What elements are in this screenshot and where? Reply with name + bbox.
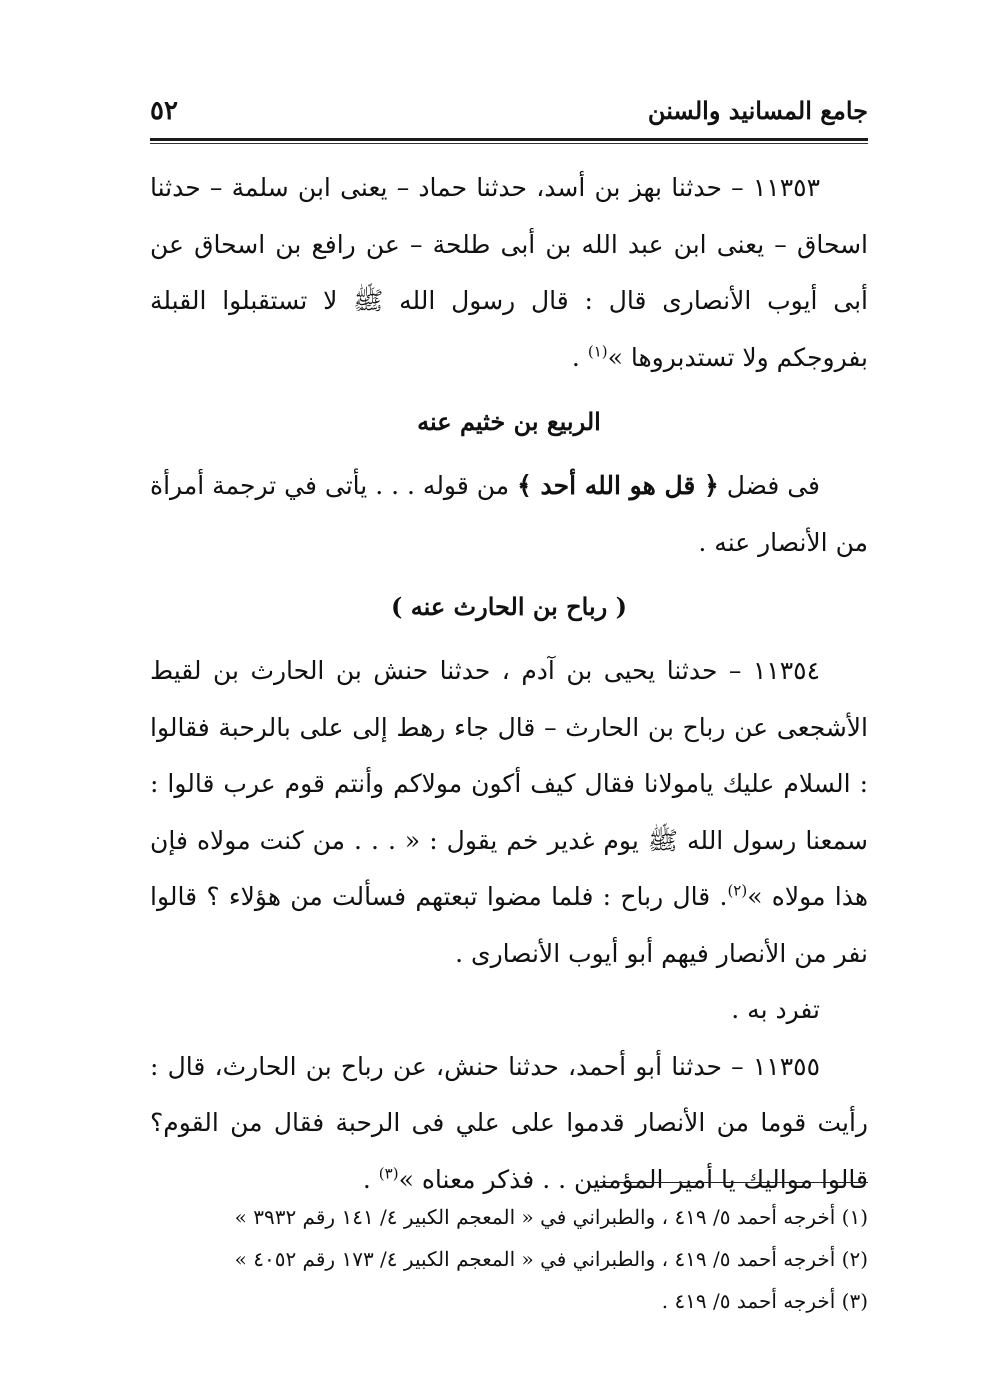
page-header — [150, 90, 868, 130]
hadith-paragraph — [150, 643, 868, 982]
footnote: (١) أخرجه أحمد ٥/ ٤١٩ ، والطبراني في « المعجم الكبير ٤/ ١٤١ رقم ٣٩٣٢ » — [234, 1205, 868, 1229]
header-rule — [150, 138, 868, 141]
cross-reference-paragraph — [150, 458, 868, 571]
footnote-marker: (١) — [587, 342, 608, 361]
footnote-rule — [600, 1182, 868, 1183]
page-number: ٥٢ — [150, 96, 178, 126]
hadith-text: ١١٣٥٥ – حدثنا أبو أحمد، حدثنا حنش، عن رباح بن الحارث، قال : رأيت قوما من الأنصار قدموا على علي فى الرحبة فقال من القوم؟ قالوا مواليك يا أمير المؤمنين . . فذكر معناه » — [150, 1051, 868, 1194]
hadith-paragraph — [150, 160, 868, 386]
header-rule-thin — [150, 143, 868, 144]
main-text — [150, 160, 868, 1208]
fadl-pre: فى فضل — [718, 471, 821, 500]
hadith-rest: . قال رباح : فلما مضوا تبعتهم فسألت من هؤلاء ؟ قالوا نفر من الأنصار فيهم أبو أيوب الأنصارى . — [150, 882, 868, 968]
book-title: جامع المسانيد والسنن — [647, 96, 868, 125]
section-heading: الربيع بن خثيم عنه — [417, 407, 601, 436]
hadith-text: ١١٣٥٣ – حدثنا بهز بن أسد، حدثنا حماد – يعنى ابن سلمة – حدثنا اسحاق – يعنى ابن عبد الله بن أبى طلحة – عن رافع بن اسحاق عن أبى أيوب الأنصارى قال : قال رسول الله ﷺ لا تستقبلوا القبلة بفروجكم ولا تستدبروها » — [150, 173, 869, 372]
footnotes — [150, 1196, 868, 1322]
footnote-marker: (٣) — [378, 1164, 399, 1183]
footnote: (٣) أخرجه أحمد ٥/ ٤١٩ . — [661, 1289, 868, 1313]
tafarrad-note: تفرد به . — [731, 995, 820, 1024]
section-heading: ( رباح بن الحارث عنه ) — [391, 592, 627, 621]
hadith-text: ١١٣٥٤ – حدثنا يحيى بن آدم ، حدثنا حنش بن الحارث بن لقيط الأشجعى عن رباح بن الحارث – قال جاء رهط إلى على بالرحبة فقالوا : السلام عليك يامولانا فقال كيف أكون مولاكم وأنتم قوم عرب قالوا : سمعنا رسول الله ﷺ يوم غدير خم يقول : « . . . من كنت مولاه فإن هذا مولاه » — [150, 656, 869, 911]
footnote: (٢) أخرجه أحمد ٥/ ٤١٩ ، والطبراني في « المعجم الكبير ٤/ ١٧٣ رقم ٤٠٥٢ » — [234, 1247, 868, 1271]
quran-quote: ﴿ قل هو الله أحد ﴾ — [517, 471, 719, 500]
footnote-marker: (٢) — [727, 881, 748, 900]
hadith-end: . — [362, 1164, 379, 1194]
hadith-end: . — [571, 342, 588, 372]
fadl-post: من قوله . . . يأتى في ترجمة أمرأة من الأنصار عنه . — [150, 471, 868, 557]
